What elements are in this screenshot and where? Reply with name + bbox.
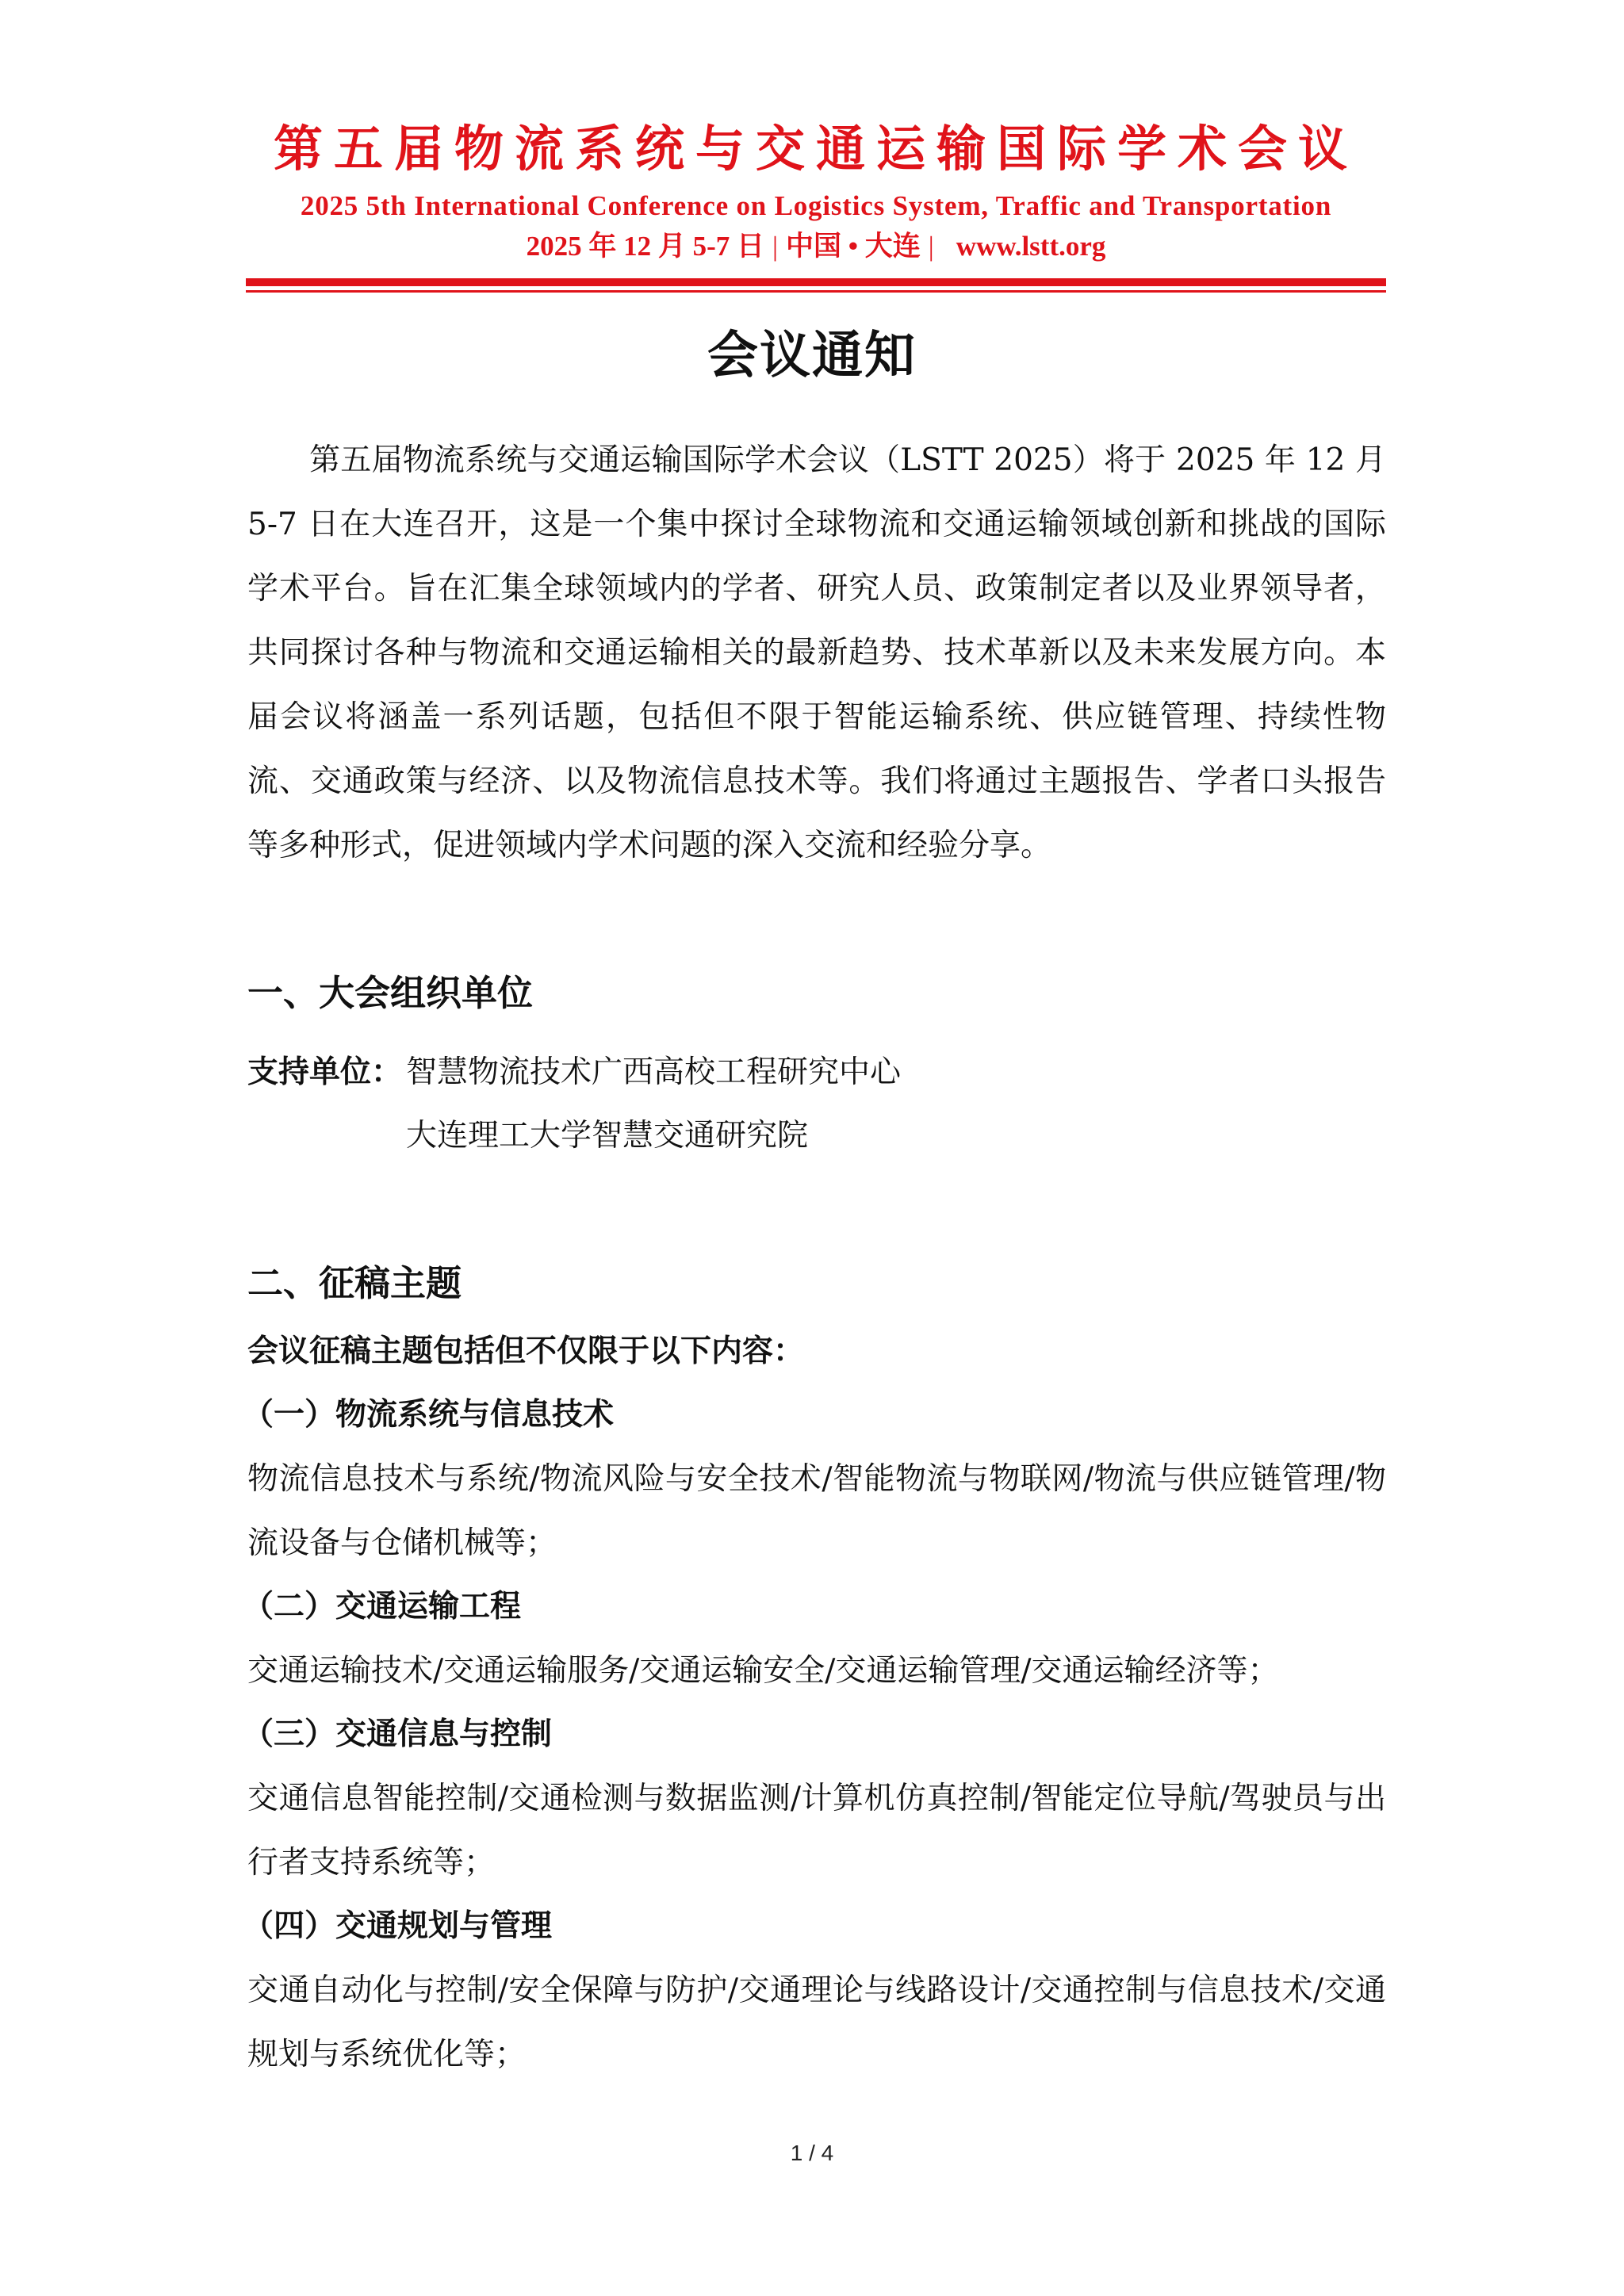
conference-title-en: 2025 5th International Conference on Logistics System, Traffic and Transportation bbox=[300, 190, 1332, 221]
topics-intro: 会议征稿主题包括但不仅限于以下内容： bbox=[247, 1334, 805, 1369]
header-divider-thick bbox=[246, 278, 1386, 286]
topic-heading: （二）交通运输工程 bbox=[243, 1589, 522, 1624]
conference-title-cn: 第五届物流系统与交通运输国际学术会议 bbox=[273, 120, 1358, 178]
conference-header bbox=[246, 117, 1386, 265]
section-heading-call-for-papers: 二、征稿主题 bbox=[247, 1262, 462, 1304]
topic-block bbox=[243, 1895, 1386, 2087]
document-body bbox=[243, 428, 1386, 2087]
separator: | bbox=[928, 231, 934, 262]
topic-body: 物流信息技术与系统/物流风险与安全技术/智能物流与物联网/物流与供应链管理/物流设备与仓储机械等； bbox=[247, 1461, 1386, 1561]
topic-heading: （三）交通信息与控制 bbox=[243, 1716, 553, 1752]
topic-heading: （四）交通规划与管理 bbox=[243, 1908, 553, 1944]
conference-location: 中国 • 大连 bbox=[786, 231, 921, 262]
topic-heading: （一）物流系统与信息技术 bbox=[243, 1397, 615, 1433]
page-number: 1 / 4 bbox=[790, 2141, 834, 2165]
separator: | bbox=[772, 231, 779, 262]
support-units-list bbox=[406, 1041, 901, 1168]
topic-block bbox=[243, 1383, 1386, 1575]
conference-website-link[interactable]: www.lstt.org bbox=[956, 231, 1106, 262]
support-unit: 智慧物流技术广西高校工程研究中心 bbox=[406, 1054, 902, 1090]
topic-body: 交通运输技术/交通运输服务/交通运输安全/交通运输管理/交通运输经济等； bbox=[247, 1653, 1279, 1689]
intro-paragraph: 第五届物流系统与交通运输国际学术会议（LSTT 2025）将于 2025 年 12 月 5-7 日在大连召开，这是一个集中探讨全球物流和交通运输领域创新和挑战的国际学术平台。旨在汇集全球领域内的学者、研究人员、政策制定者以及业界领导者，共同探讨各种与物流和交通运输相关的最新趋势、技术革新以及未来发展方向。本届会议将涵盖一系列话题，包括但不限于智能运输系统、供应链管理、持续性物流、交通政策与经济、以及物流信息技术等。我们将通过主题报告、学者口头报告等多种形式，促进领域内学术问题的深入交流和经验分享。 bbox=[247, 442, 1386, 863]
document-title: 会议通知 bbox=[707, 327, 917, 385]
header-divider-thin bbox=[246, 290, 1386, 293]
topic-block bbox=[243, 1575, 1386, 1703]
support-unit: 大连理工大学智慧交通研究院 bbox=[406, 1118, 809, 1154]
topic-body: 交通信息智能控制/交通检测与数据监测/计算机仿真控制/智能定位导航/驾驶员与出行者支持系统等； bbox=[247, 1781, 1386, 1881]
topic-body: 交通自动化与控制/安全保障与防护/交通理论与线路设计/交通控制与信息技术/交通规划与系统优化等； bbox=[247, 1973, 1386, 2072]
topic-block bbox=[243, 1703, 1386, 1895]
conference-date-location bbox=[246, 228, 1386, 265]
section-heading-organizers: 一、大会组织单位 bbox=[247, 972, 534, 1014]
conference-date: 2025 年 12 月 5-7 日 bbox=[526, 231, 764, 262]
support-units bbox=[247, 1041, 1386, 1168]
support-units-label: 支持单位： bbox=[247, 1054, 403, 1090]
